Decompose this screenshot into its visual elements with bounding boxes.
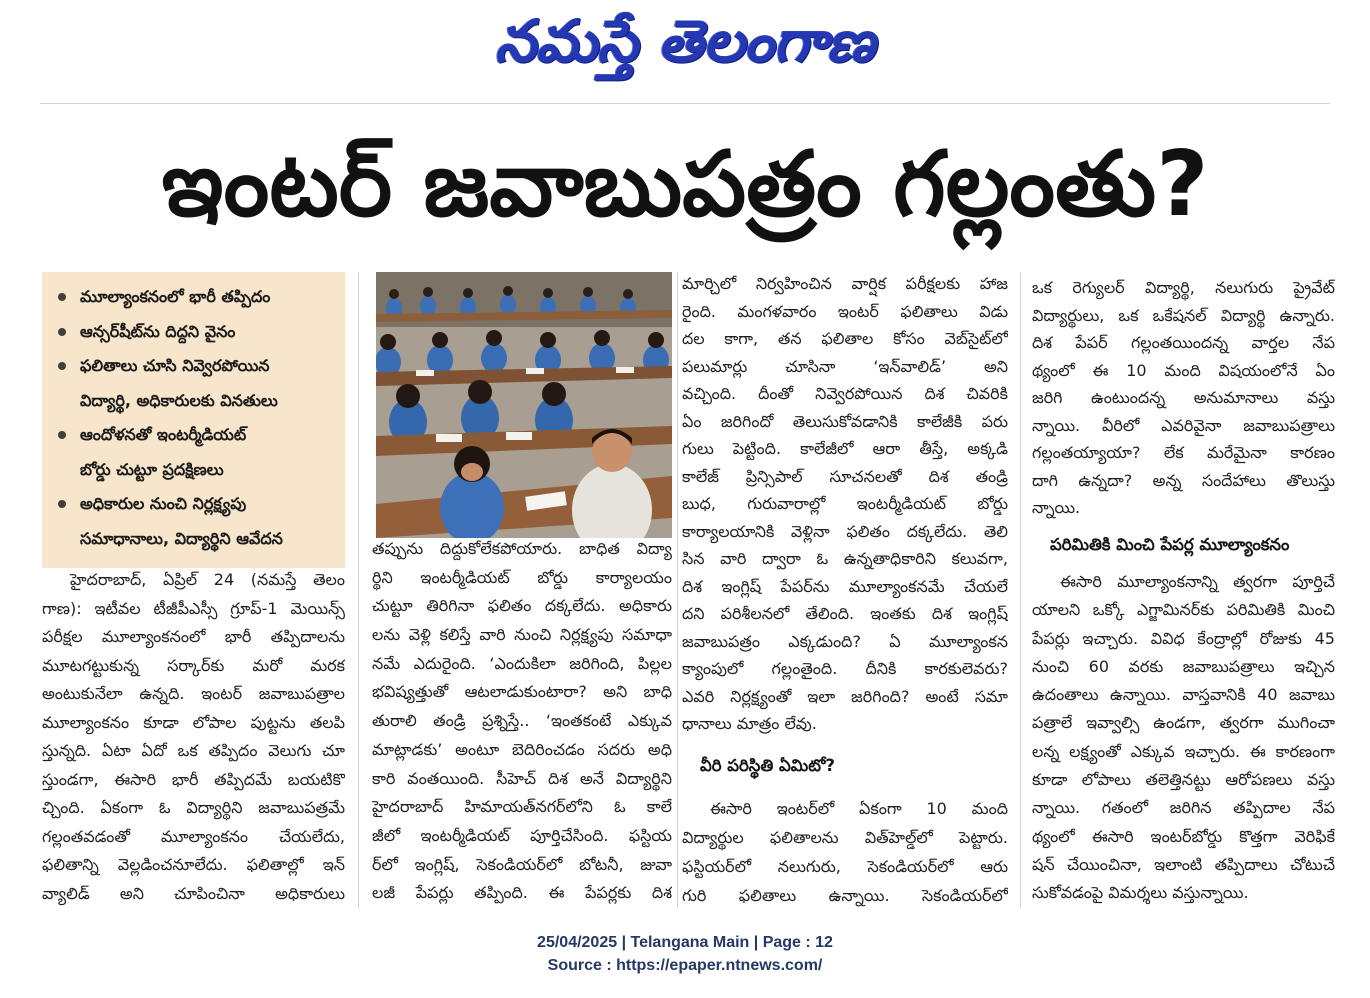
text-line: చ్చింది. ఏకంగా ఓ విద్యార్థిని జవాబుపత్రమే xyxy=(42,798,345,817)
text-line: లన్న లక్ష్యంతో ఎక్కువ ఇచ్చారు. ఈ కారణంగా xyxy=(1032,741,1335,761)
text-line: గల్లంతవడంతో మూల్యాంకనం చేయలేదు, xyxy=(42,826,345,846)
text-line: విద్యార్థుల ఫలితాలను విత్‌హెల్డ్‌లో పెట్టారు. xyxy=(682,828,1008,847)
text-line: చుట్టూ తిరిగినా ఫలితం దక్కలేదు. అధికారు xyxy=(372,596,672,616)
bullet-icon xyxy=(58,293,66,301)
exam-hall-illustration xyxy=(376,272,672,538)
column-divider xyxy=(1020,272,1021,908)
text-line: తురాలి తండ్రి ప్రశ్నిస్తే.. ‘ఇంతకంటే ఎక్కువ xyxy=(372,711,672,731)
text-line: పత్రాలే ఇవ్వాల్సి ఉండగా, త్వరగా ముగించా xyxy=(1032,713,1335,733)
text-line: గులు పెట్టింది. కాలేజీలో ఆరా తీస్తే, అక్కడి xyxy=(682,439,1008,458)
highlight-item xyxy=(58,315,339,350)
highlight-item xyxy=(58,349,339,418)
article-column-3 xyxy=(682,270,1008,738)
text-line: కార్యాలయానికి వెళ్లినా ఫలితం దక్కలేదు. తెలి xyxy=(682,521,1008,541)
bullet-icon xyxy=(58,362,66,370)
text-line: పరీక్షల మూల్యాంకనంలో భారీ తప్పిదాలను xyxy=(42,627,345,646)
text-line: మాట్లాడకు’ అంటూ బెదిరించడం సదరు అధి xyxy=(372,739,672,759)
column-divider xyxy=(358,272,359,908)
masthead-divider xyxy=(40,103,1330,104)
highlight-text: ఆన్సర్‌షీట్‌ను దిద్దని వైనం xyxy=(80,321,236,341)
highlight-item xyxy=(58,487,339,556)
text-line: ఫస్టియర్‌లో నలుగురు, సెకండియర్‌లో ఆరు xyxy=(682,857,1008,876)
text-line: ధానాలు మాత్రం లేవు. xyxy=(682,714,817,733)
text-line: మూటగట్టుకున్న సర్కార్‌కు మరో మరక xyxy=(42,655,345,675)
text-line: దిశ ఇంగ్లిష్ పేపర్‌ను మూల్యాంకనమే చేయలే xyxy=(682,576,1008,596)
text-line: ఉదంతాలు ఉన్నాయి. వాస్తవానికి 40 జవాబు xyxy=(1032,685,1335,705)
text-line: జరిగి ఉంటుందన్న అనుమానాలు వస్తు xyxy=(1032,388,1335,407)
text-line: భవిష్యత్తుతో ఆటలాడుకుంటారా? అని బాధి xyxy=(372,682,672,702)
text-line: జవాబుపత్రం ఎక్కడుంది? ఏ మూల్యాంకన xyxy=(682,631,1008,651)
highlight-text: మూల్యాంకనంలో భారీ తప్పిదం xyxy=(80,287,271,306)
text-line: గాణ): ఇటీవల టీజీపీఎస్సీ గ్రూప్-1 మెయిన్స్ xyxy=(42,598,345,618)
text-line: దని పరిశీలనలో తేలింది. ఇంతకు దిశ ఇంగ్లిష్ xyxy=(682,604,1008,623)
highlight-text: ఫలితాలు చూసి నివ్వెరపోయిన xyxy=(80,356,270,375)
text-line: కూడా లోపాలు తలెత్తినట్టు ఆరోపణలు వస్తు xyxy=(1032,770,1335,790)
text-line: క్యాంపులో గల్లంతైంది. దీనికి కారకులెవరు? xyxy=(682,659,1008,678)
text-line: జీలో ఇంటర్మీడియట్ పూర్తిచేసింది. ఫస్టియ xyxy=(372,825,672,845)
text-line: లజీ పేపర్లు తప్పింది. ఈ పేపర్లకు దిశ xyxy=(372,883,672,903)
text-line: విద్యార్థులు, ఒక ఒకేషనల్ విద్యార్థి ఉన్నారు. xyxy=(1032,305,1335,325)
text-line: షన్ చేయించినా, ఇలాంటి తప్పిదాలు చోటుచే xyxy=(1032,854,1335,874)
text-line: హైదరాబాద్ హిమాయత్‌నగర్‌లోని ఓ కాలే xyxy=(372,797,672,817)
text-line: వచ్చింది. దీంతో నివ్వెరపోయిన దిశ చివరికి xyxy=(682,384,1008,403)
text-line: న్నాయి. గతంలో జరిగిన తప్పిదాల నేప xyxy=(1032,798,1335,818)
article-column-3-section xyxy=(682,794,1008,910)
text-line: యాలని ఒక్కో ఎగ్జామినర్‌కు పరిమితికి మించి xyxy=(1032,600,1335,620)
text-line: బుధ, గురువారాల్లో ఇంటర్మీడియట్ బోర్డు xyxy=(682,494,1008,513)
highlight-text: బోర్డు చుట్టూ ప్రదక్షిణలు xyxy=(80,459,224,479)
text-line: నమే ఎదురైంది. ‘ఎందుకిలా జరిగింది, పిల్లల xyxy=(372,653,672,673)
bullet-icon xyxy=(58,328,66,336)
highlight-text: అధికారుల నుంచి నిర్లక్ష్యపు xyxy=(80,494,247,513)
text-line: స్తున్నది. ఏటా ఏదో ఒక తప్పిదం వెలుగు చూ xyxy=(42,741,345,760)
text-line: థ్యంలో ఈ 10 మంది విషయంలోనే ఏం xyxy=(1032,360,1335,380)
article-column-4 xyxy=(1032,274,1335,522)
text-line: సిన వారి ద్వారా ఓ ఉన్నతాధికారిని కలువగా, xyxy=(682,549,1008,568)
section-subheading: వీరి పరిస్థితి ఏమిటో? xyxy=(700,756,835,775)
bullet-icon xyxy=(58,431,66,439)
text-line: సుకోవడంపై విమర్శలు వస్తున్నాయి. xyxy=(1032,883,1249,903)
highlight-text: సమాధానాలు, విద్యార్థిని ఆవేదన xyxy=(80,528,283,548)
text-line: వ్యాలిడ్ అని చూపించినా అధికారులు xyxy=(42,883,345,903)
highlights-box xyxy=(42,272,345,568)
highlight-item xyxy=(58,280,339,315)
text-line: ర్‌లో ఇంగ్లిష్, సెకండియర్‌లో బోటనీ, జువా xyxy=(372,854,672,874)
section-subheading: పరిమితికి మించి పేపర్ల మూల్యాంకనం xyxy=(1050,535,1290,554)
text-line: అంటుకునేలా ఉన్నది. ఇంటర్ జవాబుపత్రాల xyxy=(42,684,345,703)
text-line: ఈసారి మూల్యాంకనాన్ని త్వరగా పూర్తిచే xyxy=(1060,572,1335,591)
text-line: మూల్యాంకనం కూడా లోపాల పుట్టను తలపి xyxy=(42,712,345,732)
text-line: నుంచి 60 వరకు జవాబుపత్రాలు ఇచ్చిన xyxy=(1032,656,1335,676)
text-line: దాగి ఉన్నదా? అన్న సందేహాలు తొలుస్తు xyxy=(1032,470,1335,490)
highlight-text: విద్యార్థి, అధికారులకు వినతులు xyxy=(80,390,278,410)
text-line: దిశ పేపర్ గల్లంతయిందన్న వార్తల నేప xyxy=(1032,333,1335,352)
bullet-icon xyxy=(58,500,66,508)
text-line: ర్థిని ఇంటర్మీడియట్ బోర్డు కార్యాలయం xyxy=(372,567,672,587)
highlight-text: ఆందోళనతో ఇంటర్మీడియట్ xyxy=(80,425,247,444)
text-line: న్నాయి. xyxy=(1032,498,1081,517)
column-divider xyxy=(677,272,678,908)
article-column-2 xyxy=(372,535,672,908)
text-line: హైదరాబాద్, ఏప్రిల్ 24 (నమస్తే తెలం xyxy=(70,570,345,589)
article-headline: ఇంటర్ జవాబుపత్రం గల్లంతు? xyxy=(161,132,1209,237)
newspaper-masthead: నమస్తే తెలంగాణ xyxy=(495,7,875,75)
text-line: కారి వంతయింది. సీహెచ్ దిశ అనే విద్యార్థిని xyxy=(372,768,672,788)
text-line: ఫలితాన్ని వెల్లడించనూలేదు. ఫలితాల్లో ఇన్ xyxy=(42,855,345,874)
text-line: పలుమార్లు చూసినా ‘ఇన్‌వాలిడ్’ అని xyxy=(682,356,1008,376)
text-line: థ్యంలో ఈసారి ఇంటర్‌బోర్డు కొత్తగా వెరిఫికే xyxy=(1032,826,1335,846)
text-line: మార్చిలో నిర్వహించిన వార్షిక పరీక్షలకు హాజ xyxy=(682,274,1008,293)
text-line: ఎవరి నిర్లక్ష్యంతో ఇలా జరిగింది? అంటే సమా xyxy=(682,686,1008,706)
page-dateline: 25/04/2025 | Telangana Main | Page : 12 xyxy=(537,934,833,951)
text-line: ఒక రెగ్యులర్ విద్యార్థి, నలుగురు ప్రైవేట్ xyxy=(1032,278,1335,297)
source-link[interactable]: Source : https://epaper.ntnews.com/ xyxy=(547,957,823,974)
highlight-item xyxy=(58,418,339,487)
article-column-4-section xyxy=(1032,568,1335,908)
text-line: తప్పును దిద్దుకోలేకపోయారు. బాధిత విద్యా xyxy=(372,539,672,558)
text-line: లను వెళ్లి కలిస్తే వారి నుంచి నిర్లక్ష్యపు సమాధా xyxy=(372,625,672,645)
text-line: దల కాగా, తన ఫలితాల కోసం వెబ్‌సైట్‌లో xyxy=(682,329,1008,348)
text-line: గల్లంతయ్యాయా? లేక మరేమైనా కారణం xyxy=(1032,443,1335,462)
text-line: ఈసారి ఇంటర్‌లో ఏకంగా 10 మంది xyxy=(710,799,1008,818)
text-line: స్తుండగా, ఈసారి భారీ తప్పిదమే బయటికొ xyxy=(42,769,345,789)
text-line: పేపర్లు ఇచ్చారు. వివిధ కేంద్రాల్లో రోజుకు 45 xyxy=(1032,628,1335,648)
text-line: ఏం జరిగిందో తెలుసుకోవడానికి కాలేజీకి పరు xyxy=(682,411,1008,431)
exam-hall-photo xyxy=(376,272,672,538)
text-line: కాలేజ్ ప్రిన్సిపాల్ సూచనలతో దిశ తండ్రి xyxy=(682,466,1008,486)
text-line: న్నాయి. వీరిలో ఎవరివైనా జవాబుపత్రాలు xyxy=(1032,415,1335,435)
text-line: గురి ఫలితాలు ఉన్నాయి. సెకండియర్‌లో xyxy=(682,886,1008,905)
text-line: రైంది. మంగళవారం ఇంటర్ ఫలితాలు విడు xyxy=(682,301,1008,321)
article-column-1 xyxy=(42,566,345,908)
